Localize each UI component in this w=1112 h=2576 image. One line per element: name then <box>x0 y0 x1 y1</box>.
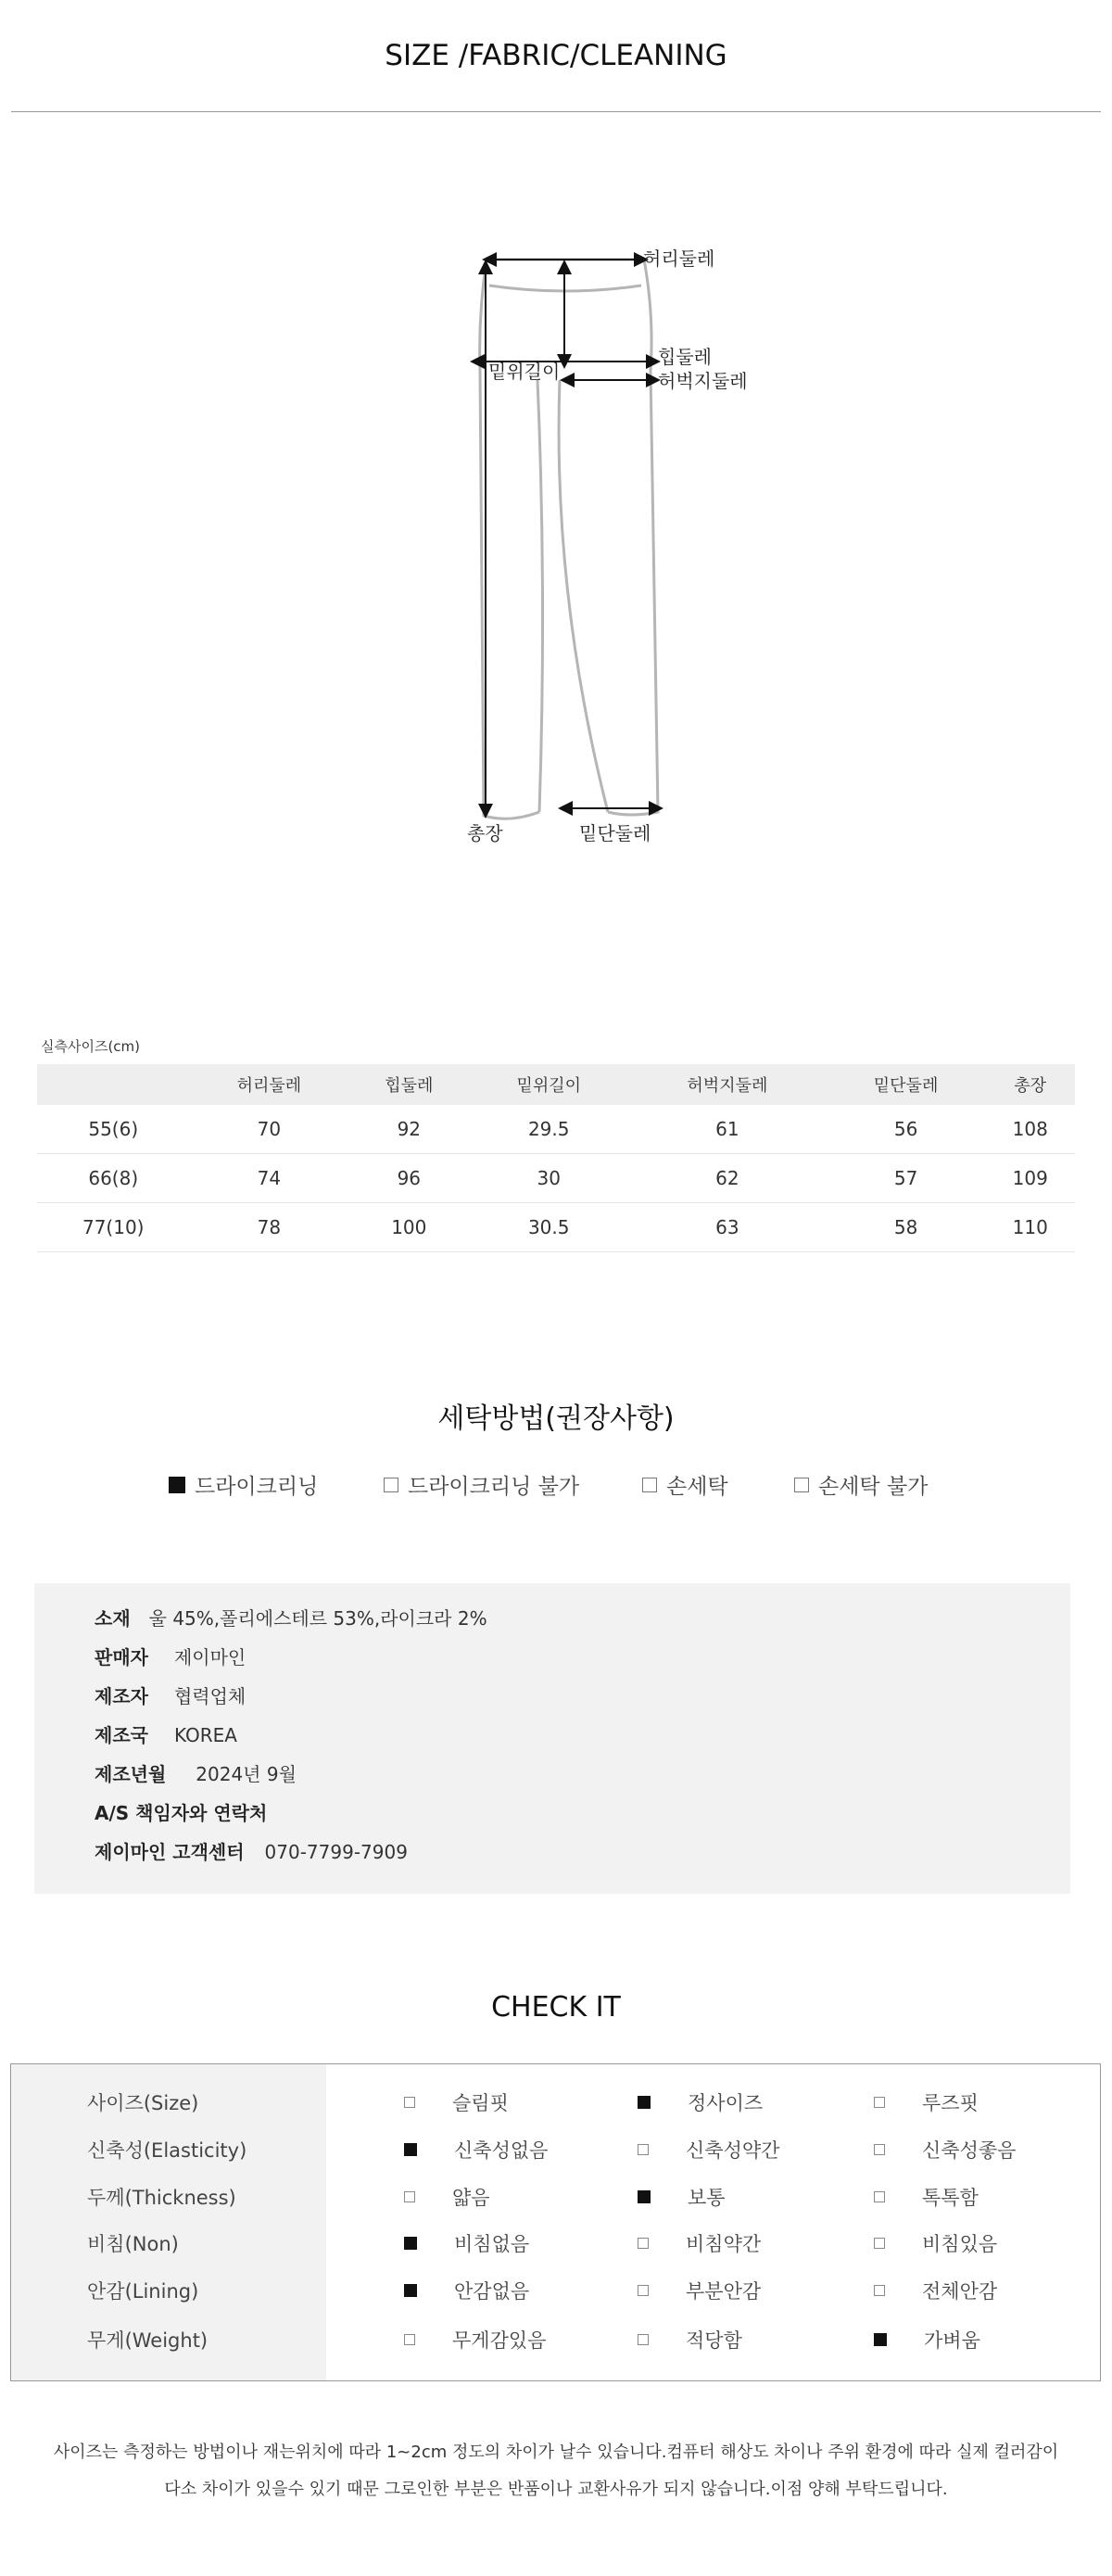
check-option <box>404 2326 546 2354</box>
header-cell: 허리둘레 <box>189 1064 348 1105</box>
washing-option <box>169 1469 318 1500</box>
table-cell: 30.5 <box>469 1203 628 1252</box>
check-option-label: 신축성좋음 <box>922 2139 1017 2162</box>
info-value: 협력업체 <box>173 1685 246 1707</box>
size-table-caption: 실측사이즈(cm) <box>41 1038 141 1055</box>
check-option-label: 적당함 <box>686 2329 742 2352</box>
check-option-label: 비침약간 <box>686 2233 762 2255</box>
washing-options <box>0 1469 1112 1501</box>
checkbox-icon <box>874 2144 885 2155</box>
washing-option-label: 드라이크리닝 <box>195 1475 319 1499</box>
info-maker <box>95 1681 246 1708</box>
label-rise: 밑위길이 <box>488 361 561 383</box>
check-it-table <box>10 2063 1101 2381</box>
checkbox-icon <box>638 2238 649 2249</box>
checkbox-icon <box>638 2334 649 2345</box>
check-option-label: 톡톡함 <box>922 2187 979 2209</box>
check-option-label: 슬림핏 <box>452 2092 509 2114</box>
check-option-label: 보통 <box>688 2187 726 2209</box>
checkbox-icon <box>638 2096 651 2109</box>
check-option <box>874 2136 1016 2164</box>
table-row <box>37 1154 1075 1203</box>
check-option <box>638 2136 779 2164</box>
table-cell: 66(8) <box>37 1154 189 1203</box>
table-cell: 74 <box>189 1154 348 1203</box>
table-cell: 92 <box>348 1105 469 1154</box>
info-label: 제조년월 <box>95 1763 167 1785</box>
checkbox-icon <box>169 1477 185 1493</box>
washing-option-label: 드라이크리닝 불가 <box>408 1475 580 1499</box>
info-value: 2024년 9월 <box>196 1763 297 1785</box>
check-option-label: 전체안감 <box>922 2280 998 2303</box>
washing-option <box>384 1469 579 1500</box>
info-label: 소재 <box>95 1607 131 1630</box>
size-table <box>37 1064 1075 1252</box>
label-thigh: 허벅지둘레 <box>658 370 748 392</box>
info-country <box>95 1720 237 1747</box>
check-option-label: 무게감있음 <box>452 2329 547 2352</box>
check-row <box>11 2265 1100 2313</box>
table-cell: 30 <box>469 1154 628 1203</box>
notice-line-1: 사이즈는 측정하는 방법이나 재는위치에 따라 1~2cm 정도의 차이가 날수 있습니다.컴퓨터 해상도 차이나 주위 환경에 따라 실제 컬러감이 <box>53 2443 1059 2462</box>
table-cell: 57 <box>827 1154 986 1203</box>
check-option-label: 비침없음 <box>454 2233 530 2255</box>
table-cell: 100 <box>348 1203 469 1252</box>
info-value: KOREA <box>173 1724 237 1746</box>
checkbox-icon <box>642 1478 657 1492</box>
table-cell: 62 <box>628 1154 827 1203</box>
table-cell: 96 <box>348 1154 469 1203</box>
table-cell: 110 <box>985 1203 1075 1252</box>
divider <box>11 111 1101 112</box>
page-title: SIZE /FABRIC/CLEANING <box>385 39 727 72</box>
checkbox-icon <box>794 1478 809 1492</box>
header-cell: 밑단둘레 <box>827 1064 986 1105</box>
table-cell: 63 <box>628 1203 827 1252</box>
check-row-label: 무게(Weight) <box>87 2329 208 2352</box>
table-cell: 58 <box>827 1203 986 1252</box>
check-option-label: 얇음 <box>452 2187 490 2209</box>
check-option <box>874 2277 997 2304</box>
check-option <box>874 2326 980 2354</box>
info-label: 제조국 <box>95 1724 148 1746</box>
check-row <box>11 2125 1100 2172</box>
check-option-label: 루즈핏 <box>922 2092 979 2114</box>
check-option <box>404 2229 529 2257</box>
check-row-label: 비침(Non) <box>87 2233 179 2255</box>
info-label: 제이마인 고객센터 <box>95 1841 245 1863</box>
checkbox-icon <box>638 2285 649 2296</box>
info-label: 제조자 <box>95 1685 148 1707</box>
checkbox-icon <box>404 2284 417 2297</box>
table-cell: 108 <box>985 1105 1075 1154</box>
checkbox-icon <box>404 2334 415 2345</box>
check-option <box>638 2229 761 2257</box>
check-row-label: 두께(Thickness) <box>87 2187 236 2209</box>
check-row-label: 안감(Lining) <box>87 2280 199 2303</box>
label-length: 총장 <box>467 822 503 844</box>
washing-option <box>642 1469 728 1500</box>
check-option <box>874 2088 979 2116</box>
checkbox-icon <box>384 1478 398 1492</box>
table-row <box>37 1105 1075 1154</box>
info-value: 제이마인 <box>173 1646 246 1669</box>
check-option-label: 안감없음 <box>454 2280 530 2303</box>
checkbox-icon <box>874 2285 885 2296</box>
header-cell: 밑위길이 <box>469 1064 628 1105</box>
size-table-header <box>37 1064 1075 1105</box>
info-date <box>95 1759 297 1786</box>
pants-diagram <box>436 222 806 871</box>
table-row <box>37 1203 1075 1252</box>
washing-option-label: 손세탁 불가 <box>818 1475 929 1499</box>
notice-line-2: 다소 차이가 있을수 있기 때문 그로인한 부분은 반품이나 교환사유가 되지 않습니다.이점 양해 부탁드립니다. <box>164 2480 948 2499</box>
table-cell: 55(6) <box>37 1105 189 1154</box>
info-value: 울 45%,폴리에스테르 53%,라이크라 2% <box>148 1607 487 1630</box>
check-row <box>11 2218 1100 2265</box>
table-cell: 78 <box>189 1203 348 1252</box>
info-material <box>95 1604 487 1631</box>
table-cell: 29.5 <box>469 1105 628 1154</box>
table-cell: 109 <box>985 1154 1075 1203</box>
check-option-label: 정사이즈 <box>688 2092 764 2114</box>
info-as <box>95 1798 267 1825</box>
header-cell: 허벅지둘레 <box>628 1064 827 1105</box>
label-hip: 힙둘레 <box>658 346 712 368</box>
label-waist: 허리둘레 <box>643 247 715 270</box>
check-it-title: CHECK IT <box>491 1991 621 2024</box>
check-option-label: 비침있음 <box>922 2233 998 2255</box>
checkbox-icon <box>404 2191 415 2202</box>
checkbox-icon <box>874 2333 887 2346</box>
info-seller <box>95 1643 246 1669</box>
check-option <box>638 2088 763 2116</box>
pants-outline <box>480 260 658 818</box>
check-option <box>404 2088 509 2116</box>
checkbox-icon <box>874 2238 885 2249</box>
check-option-label: 가벼움 <box>924 2329 980 2352</box>
checkbox-icon <box>874 2191 885 2202</box>
check-option <box>874 2183 979 2211</box>
check-option <box>404 2277 529 2304</box>
checkbox-icon <box>638 2144 649 2155</box>
washing-title: 세탁방법(권장사항) <box>437 1402 675 1435</box>
check-row <box>11 2315 1100 2362</box>
checkbox-icon <box>404 2237 417 2250</box>
check-option <box>638 2277 761 2304</box>
check-option-label: 신축성약간 <box>686 2139 780 2162</box>
check-option-label: 부분안감 <box>686 2280 762 2303</box>
info-label: A/S 책임자와 연락처 <box>95 1802 268 1824</box>
check-option <box>638 2183 726 2211</box>
checkbox-icon <box>874 2097 885 2108</box>
header-cell: 힙둘레 <box>348 1064 469 1105</box>
header-cell <box>37 1064 189 1105</box>
info-label: 판매자 <box>95 1646 148 1669</box>
table-cell: 56 <box>827 1105 986 1154</box>
check-row <box>11 2077 1100 2125</box>
check-option <box>874 2229 997 2257</box>
check-option <box>404 2183 490 2211</box>
table-cell: 77(10) <box>37 1203 189 1252</box>
info-service <box>95 1837 408 1864</box>
info-value: 070-7799-7909 <box>264 1841 408 1863</box>
checkbox-icon <box>404 2143 417 2156</box>
washing-option <box>794 1469 928 1500</box>
check-row-label: 사이즈(Size) <box>87 2092 199 2114</box>
product-info-panel <box>34 1583 1070 1894</box>
header-cell: 총장 <box>985 1064 1075 1105</box>
check-row-label: 신축성(Elasticity) <box>87 2139 247 2162</box>
check-row <box>11 2172 1100 2219</box>
check-option <box>404 2136 548 2164</box>
checkbox-icon <box>638 2190 651 2203</box>
checkbox-icon <box>404 2097 415 2108</box>
table-cell: 61 <box>628 1105 827 1154</box>
check-option <box>638 2326 742 2354</box>
washing-option-label: 손세탁 <box>666 1475 728 1499</box>
table-cell: 70 <box>189 1105 348 1154</box>
check-option-label: 신축성없음 <box>454 2139 549 2162</box>
label-hem: 밑단둘레 <box>579 822 651 844</box>
